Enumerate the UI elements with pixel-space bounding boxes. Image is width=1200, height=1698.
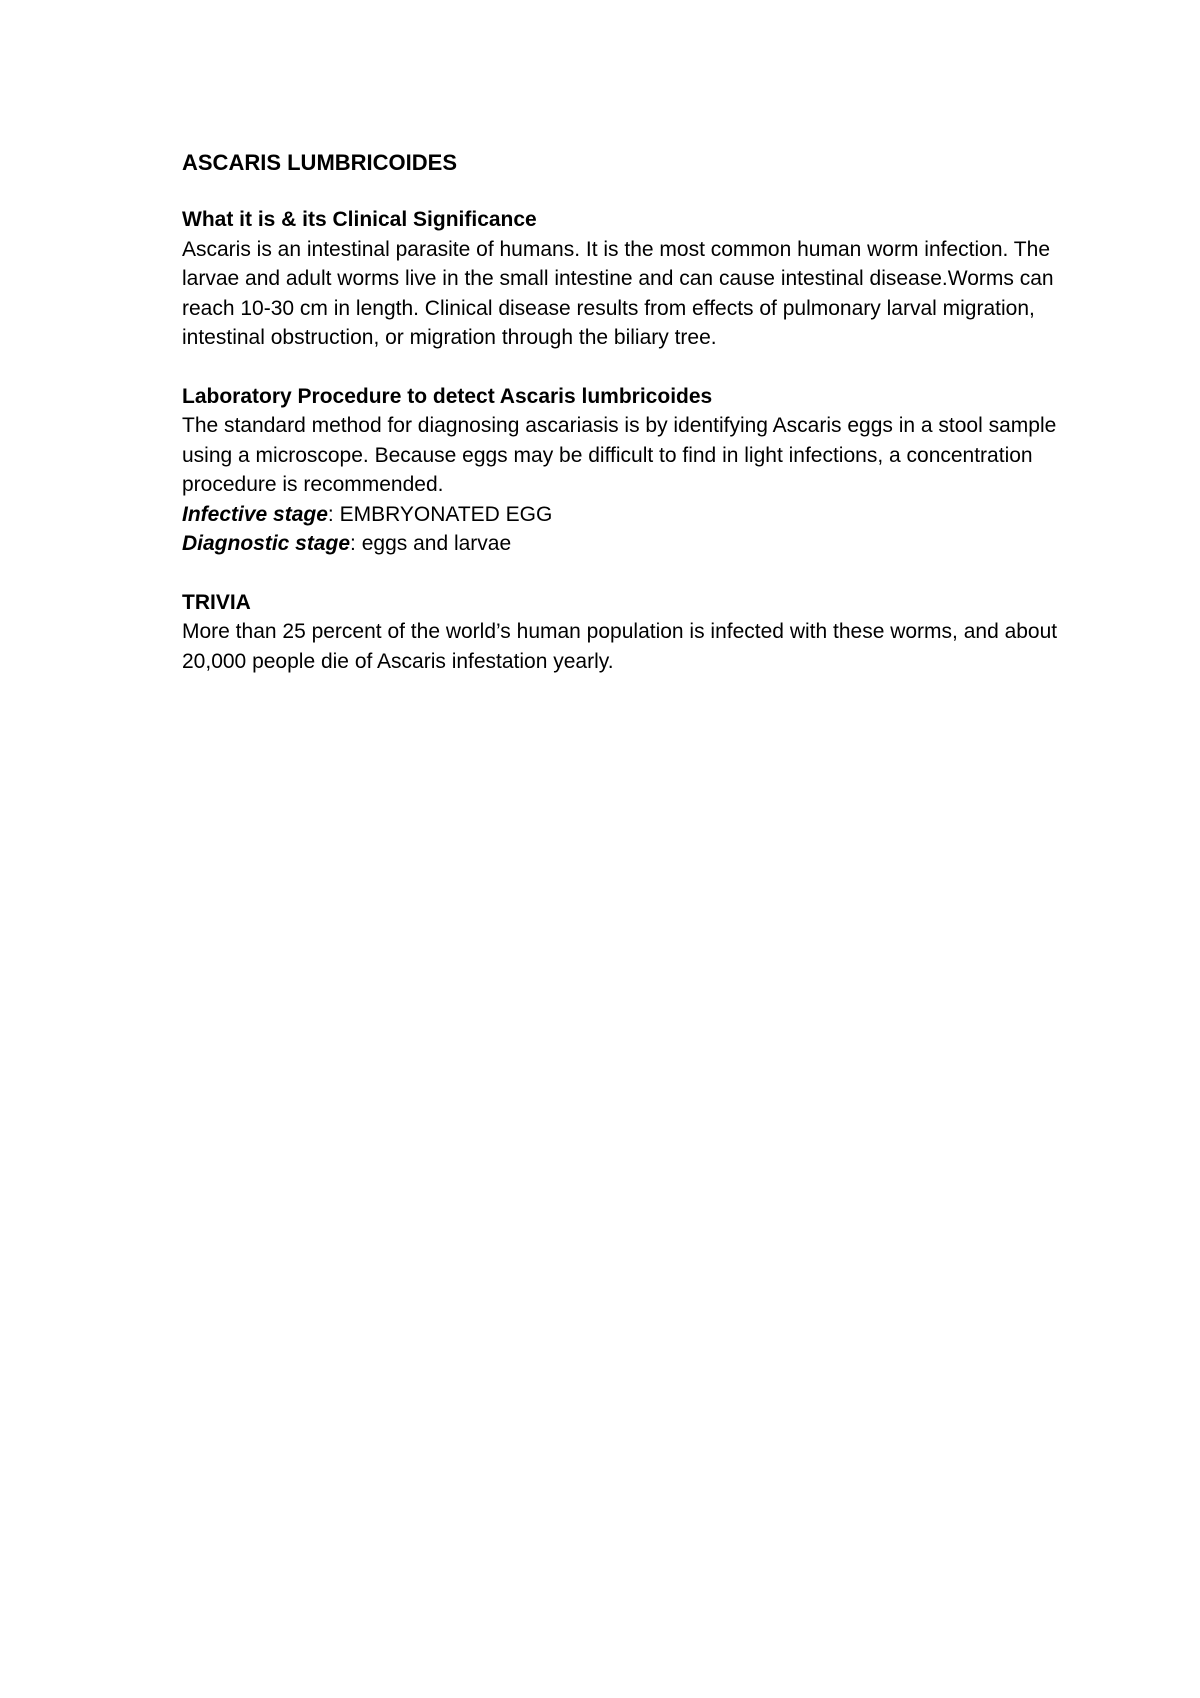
section-laboratory-procedure — [182, 382, 1082, 559]
section-body: Ascaris is an intestinal parasite of humans. It is the most common human worm infection. The larvae and adult worms live in the small intestine and can cause intestinal disease.Worms can reach 10-30 cm in length. Clinical disease results from effects of pulmonary larval migration, intestinal obstruction, or migration through the biliary tree. — [182, 237, 1054, 349]
diagnostic-stage-value: : eggs and larvae — [350, 532, 512, 555]
section-trivia — [182, 588, 1082, 677]
document-content — [182, 148, 1082, 705]
diagnostic-stage-label: Diagnostic stage — [182, 532, 351, 555]
infective-stage-value: : EMBRYONATED EGG — [327, 502, 553, 526]
section-heading: TRIVIA — [182, 590, 251, 614]
section-heading: Laboratory Procedure to detect Ascaris lumbricoides — [182, 384, 713, 408]
document-title: ASCARIS LUMBRICOIDES — [182, 150, 458, 175]
section-body: More than 25 percent of the world’s human population is infected with these worms, and about 20,000 people die of Ascaris infestation yearly. — [182, 620, 1058, 673]
section-body: The standard method for diagnosing ascariasis is by identifying Ascaris eggs in a stool sample using a microscope. Because eggs may be difficult to find in light infections, a concentration procedure is recommended. — [182, 414, 1057, 496]
infective-stage-line — [182, 500, 1082, 530]
section-clinical-significance — [182, 205, 1082, 353]
infective-stage-label: Infective stage — [182, 502, 328, 526]
diagnostic-stage-line — [182, 529, 1082, 559]
section-heading: What it is & its Clinical Significance — [182, 208, 537, 231]
